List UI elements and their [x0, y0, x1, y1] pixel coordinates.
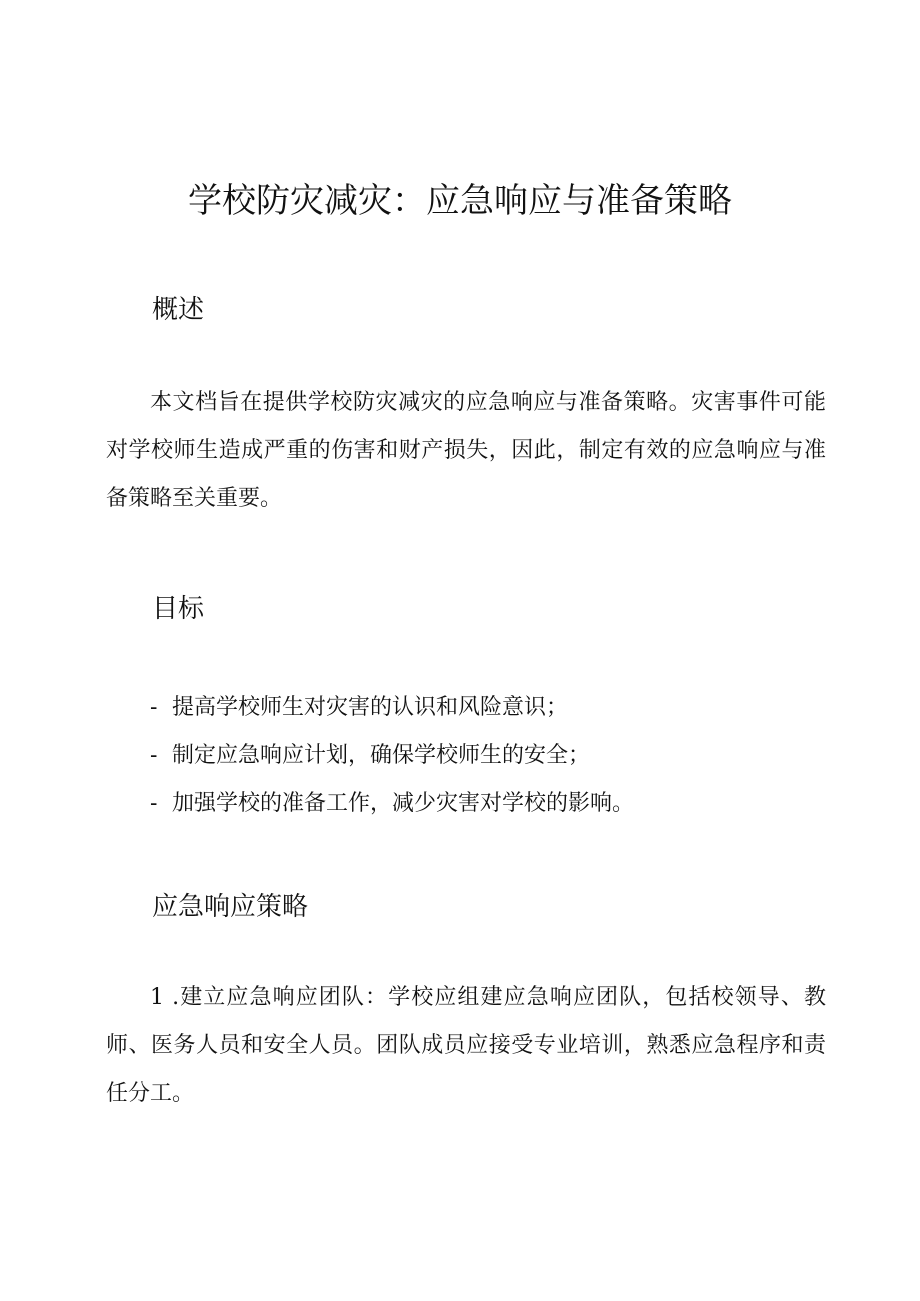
- section-heading-goals: 目标: [152, 594, 205, 624]
- goal-list: [150, 684, 634, 828]
- section-heading-strategy: 应急响应策略: [152, 892, 309, 922]
- strategy-paragraph: 1 .建立应急响应团队：学校应组建应急响应团队，包括校领导、教师、医务人员和安全人员。团队成员应接受专业培训，熟悉应急程序和责任分工。: [106, 985, 826, 1106]
- section-heading-overview: 概述: [152, 295, 205, 325]
- goal-text: 制定应急响应计划，确保学校师生的安全；: [172, 743, 591, 768]
- list-item: [150, 780, 634, 828]
- goal-text: 提高学校师生对灾害的认识和风险意识；: [172, 695, 569, 720]
- list-item: [150, 684, 634, 732]
- document-title: 学校防灾减灾：应急响应与准备策略: [188, 181, 732, 221]
- list-item: [150, 732, 634, 780]
- goal-text: 加强学校的准备工作，减少灾害对学校的影响。: [172, 791, 635, 816]
- bullet-dash: -: [150, 743, 158, 768]
- bullet-dash: -: [150, 791, 158, 816]
- overview-paragraph: 本文档旨在提供学校防灾减灾的应急响应与准备策略。灾害事件可能对学校师生造成严重的伤害和财产损失，因此，制定有效的应急响应与准备策略至关重要。: [106, 390, 826, 511]
- bullet-dash: -: [150, 695, 158, 720]
